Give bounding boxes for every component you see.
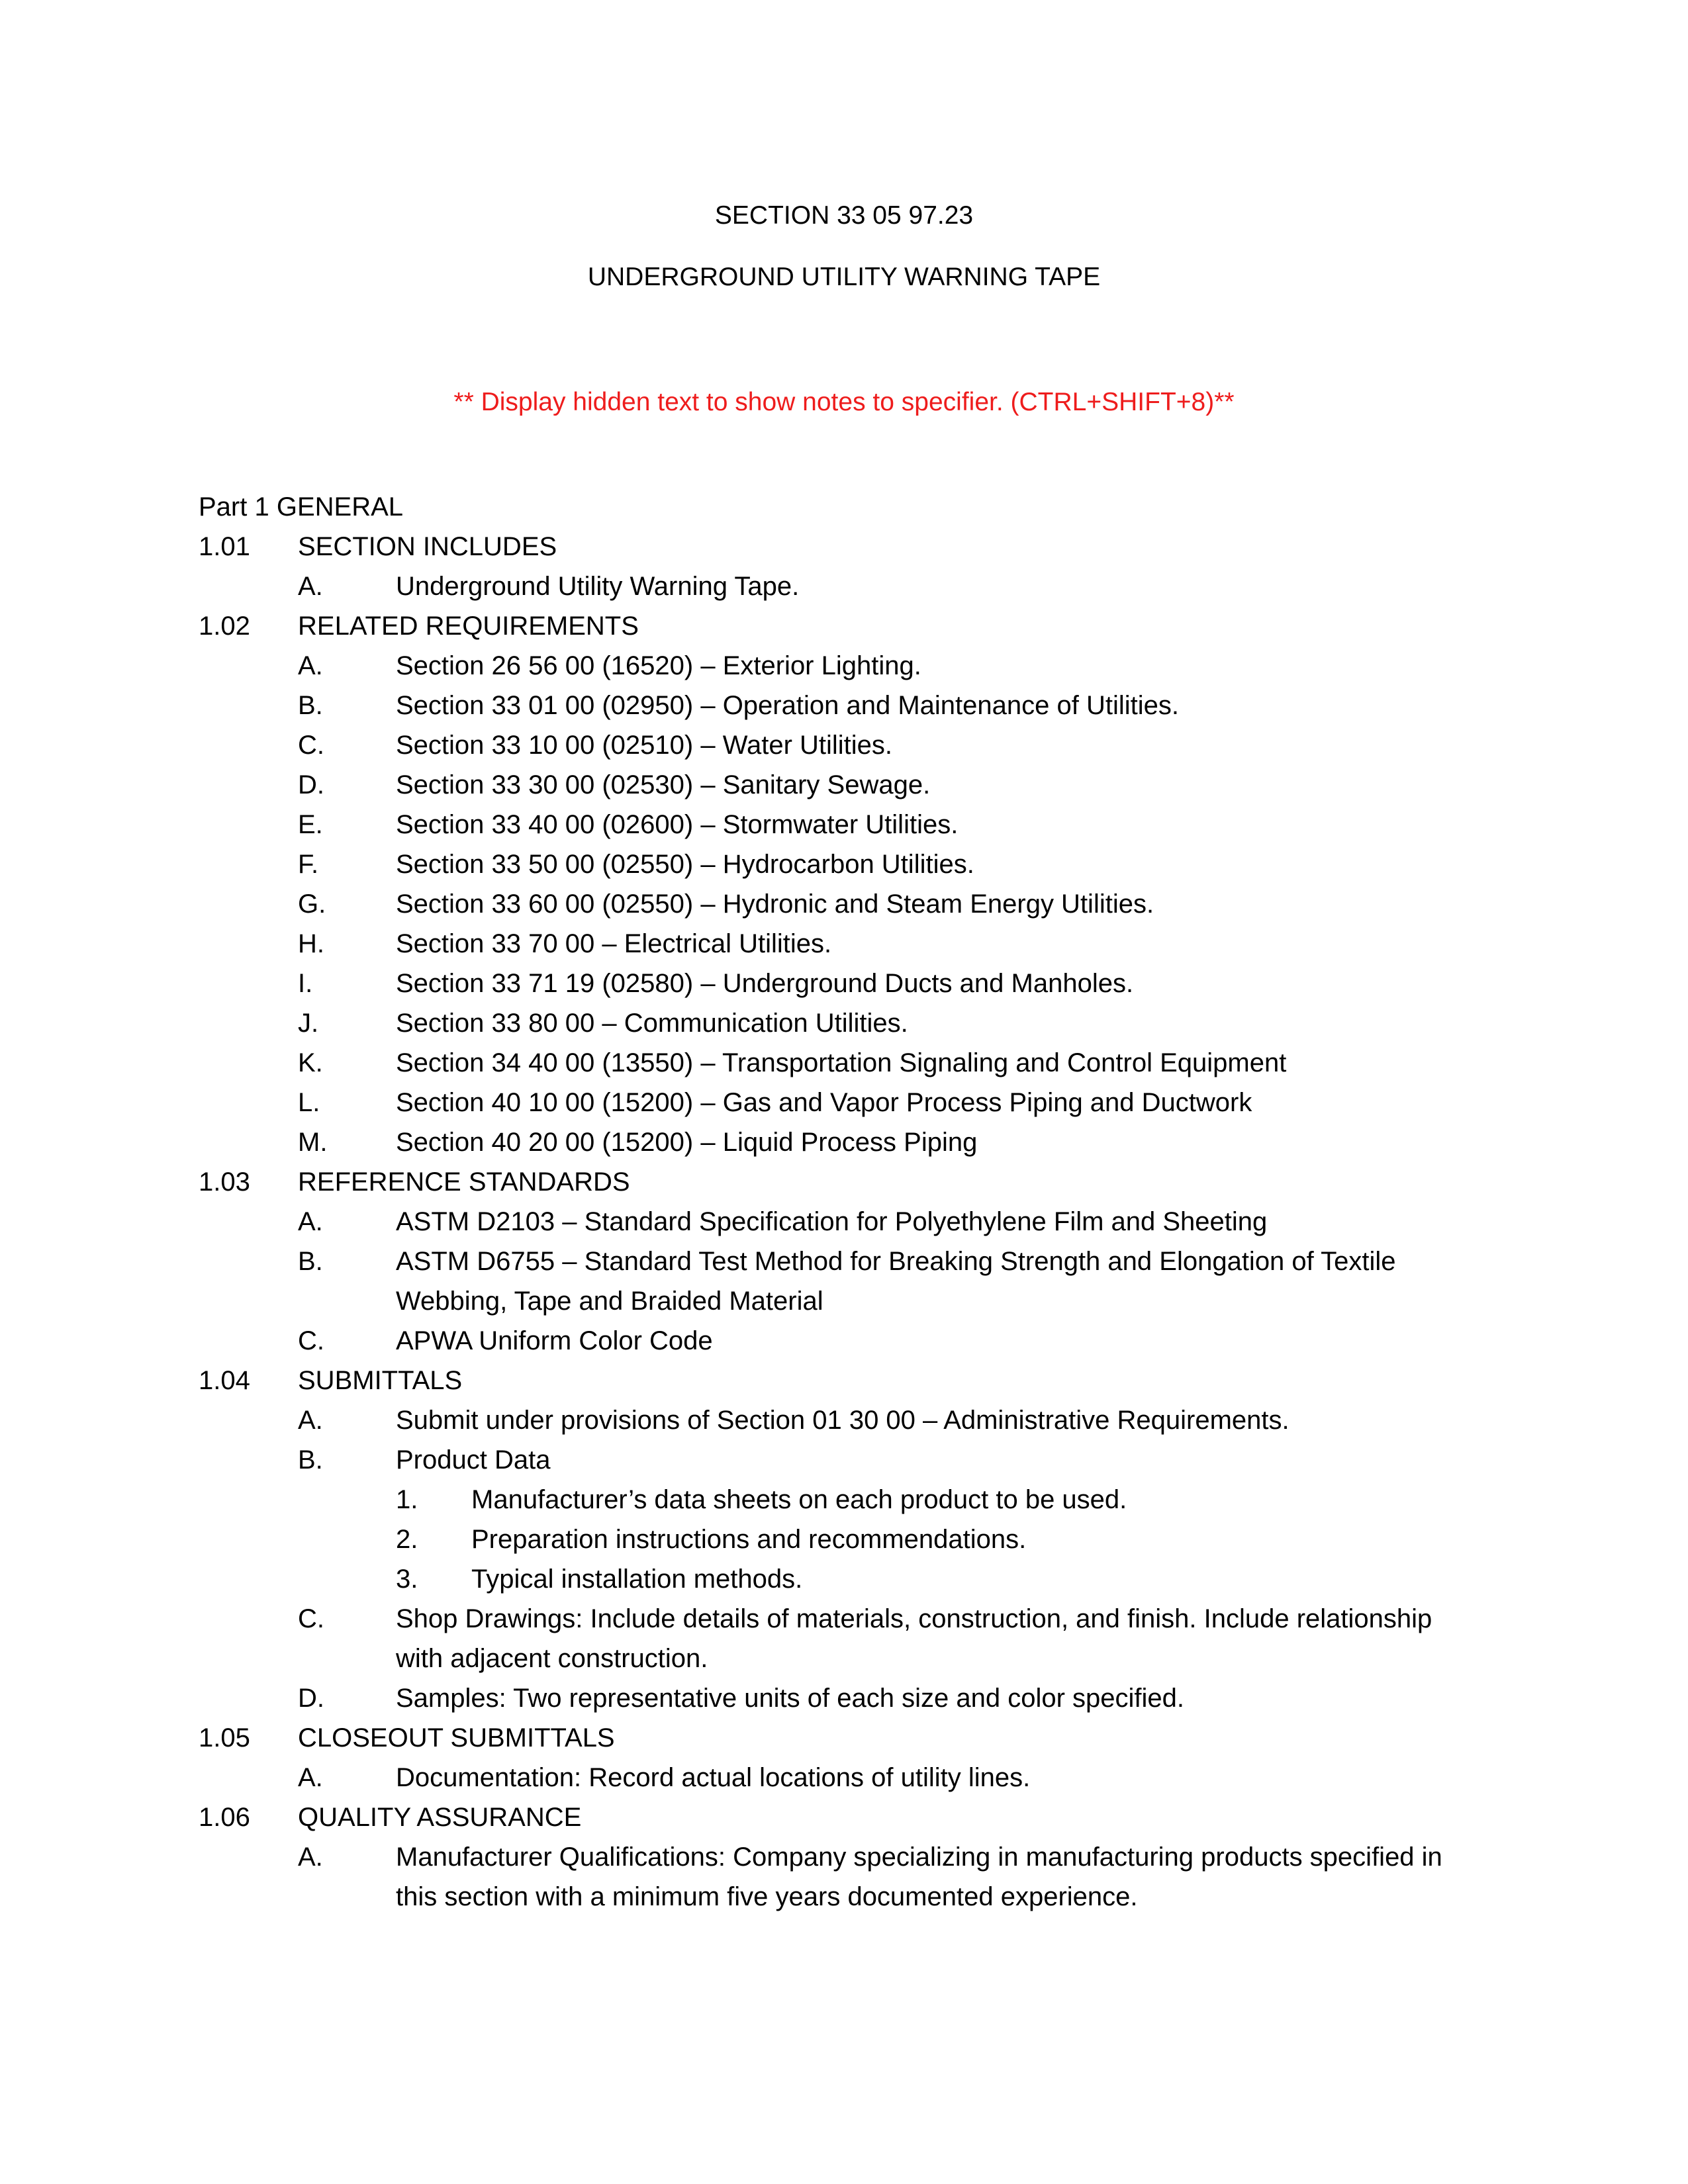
- item-letter: A.: [298, 651, 323, 680]
- list-item: [199, 964, 1523, 1003]
- list-item: [199, 1837, 1523, 1917]
- subitem-number: 2.: [396, 1525, 418, 1554]
- list-item: [199, 725, 1523, 765]
- item-letter: J.: [298, 1009, 319, 1038]
- item-letter: B.: [298, 1445, 323, 1475]
- item-letter: F.: [298, 850, 319, 879]
- item-text: Section 33 60 00 (02550) – Hydronic and Steam Energy Utilities.: [396, 889, 1154, 919]
- subitem-text: Preparation instructions and recommendations.: [471, 1525, 1027, 1554]
- item-letter: A.: [298, 1843, 323, 1872]
- article-number: 1.03: [199, 1167, 250, 1197]
- article-heading: [199, 606, 1523, 646]
- list-item: [199, 1400, 1523, 1440]
- item-text: Product Data: [396, 1445, 551, 1475]
- article-number: 1.02: [199, 612, 250, 641]
- article-heading: [199, 1718, 1523, 1758]
- item-letter: A.: [298, 572, 323, 601]
- list-item: [199, 1678, 1523, 1718]
- list-item: [199, 765, 1523, 805]
- item-text: APWA Uniform Color Code: [396, 1326, 713, 1355]
- list-item: [199, 1242, 1523, 1321]
- article-title: QUALITY ASSURANCE: [298, 1803, 582, 1832]
- list-item: [199, 844, 1523, 884]
- item-text: Underground Utility Warning Tape.: [396, 572, 800, 601]
- item-letter: G.: [298, 889, 326, 919]
- item-text: Section 33 70 00 – Electrical Utilities.: [396, 929, 832, 958]
- item-text: Section 33 71 19 (02580) – Underground Ducts and Manholes.: [396, 969, 1134, 998]
- item-text: Section 33 30 00 (02530) – Sanitary Sewage.: [396, 770, 931, 799]
- list-item: [199, 1043, 1523, 1083]
- item-text: Section 33 50 00 (02550) – Hydrocarbon Utilities.: [396, 850, 974, 879]
- article-heading: [199, 1162, 1523, 1202]
- article-number: 1.01: [199, 532, 250, 561]
- item-letter: L.: [298, 1088, 320, 1117]
- item-letter: D.: [298, 1684, 324, 1713]
- item-text: Section 34 40 00 (13550) – Transportation Signaling and Control Equipment: [396, 1048, 1287, 1077]
- article-number: 1.05: [199, 1723, 250, 1752]
- subitem-number: 1.: [396, 1485, 418, 1514]
- part-title: Part 1 GENERAL: [199, 492, 404, 522]
- item-letter: B.: [298, 691, 323, 720]
- article-heading: [199, 1797, 1523, 1837]
- sub-list-item: [199, 1559, 1523, 1599]
- item-text: Section 33 40 00 (02600) – Stormwater Utilities.: [396, 810, 959, 839]
- item-letter: K.: [298, 1048, 323, 1077]
- list-item: [199, 1202, 1523, 1242]
- subitem-text: Typical installation methods.: [471, 1565, 803, 1594]
- article-number: 1.06: [199, 1803, 250, 1832]
- item-text: Shop Drawings: Include details of materials, construction, and finish. Include relationship with adjacent construction.: [396, 1604, 1432, 1673]
- item-text: Submit under provisions of Section 01 30 00 – Administrative Requirements.: [396, 1406, 1289, 1435]
- item-text: ASTM D6755 – Standard Test Method for Breaking Strength and Elongation of Textile Webbing, Tape and Braided Material: [396, 1247, 1396, 1316]
- article-title: SECTION INCLUDES: [298, 532, 557, 561]
- item-text: Samples: Two representative units of each size and color specified.: [396, 1684, 1185, 1713]
- sub-list-item: [199, 1520, 1523, 1559]
- item-text: Section 26 56 00 (16520) – Exterior Lighting.: [396, 651, 921, 680]
- list-item: [199, 884, 1523, 924]
- section-title: UNDERGROUND UTILITY WARNING TAPE: [587, 263, 1101, 291]
- item-letter: A.: [298, 1406, 323, 1435]
- item-text: Section 40 10 00 (15200) – Gas and Vapor Process Piping and Ductwork: [396, 1088, 1252, 1117]
- subitem-number: 3.: [396, 1565, 418, 1594]
- item-text: Section 33 01 00 (02950) – Operation and Maintenance of Utilities.: [396, 691, 1179, 720]
- part-heading: [199, 487, 1523, 527]
- item-letter: H.: [298, 929, 324, 958]
- list-item: [199, 646, 1523, 686]
- article-title: RELATED REQUIREMENTS: [298, 612, 639, 641]
- item-letter: D.: [298, 770, 324, 799]
- list-item: [199, 924, 1523, 964]
- sub-list-item: [199, 1480, 1523, 1520]
- item-text: Section 33 80 00 – Communication Utilities.: [396, 1009, 908, 1038]
- item-letter: M.: [298, 1128, 328, 1157]
- spec-body: [199, 487, 1523, 1917]
- item-text: Section 33 10 00 (02510) – Water Utilities.: [396, 731, 893, 760]
- article-heading: [199, 1361, 1523, 1400]
- item-letter: B.: [298, 1247, 323, 1276]
- section-number: SECTION 33 05 97.23: [714, 201, 974, 230]
- list-item: [199, 1122, 1523, 1162]
- list-item: [199, 1321, 1523, 1361]
- item-letter: C.: [298, 1604, 324, 1633]
- list-item: [199, 1440, 1523, 1480]
- item-text: ASTM D2103 – Standard Specification for Polyethylene Film and Sheeting: [396, 1207, 1268, 1236]
- article-title: SUBMITTALS: [298, 1366, 463, 1395]
- list-item: [199, 686, 1523, 725]
- list-item: [199, 1758, 1523, 1797]
- item-letter: I.: [298, 969, 313, 998]
- item-letter: C.: [298, 731, 324, 760]
- subitem-text: Manufacturer’s data sheets on each product to be used.: [471, 1485, 1127, 1514]
- article-number: 1.04: [199, 1366, 250, 1395]
- item-letter: A.: [298, 1763, 323, 1792]
- item-letter: E.: [298, 810, 323, 839]
- list-item: [199, 1599, 1523, 1678]
- article-title: REFERENCE STANDARDS: [298, 1167, 630, 1197]
- item-text: Section 40 20 00 (15200) – Liquid Process Piping: [396, 1128, 978, 1157]
- item-letter: A.: [298, 1207, 323, 1236]
- item-text: Manufacturer Qualifications: Company specializing in manufacturing products specified in this section with a minimum five years documented experience.: [396, 1843, 1442, 1911]
- article-heading: [199, 527, 1523, 567]
- list-item: [199, 567, 1523, 606]
- item-letter: C.: [298, 1326, 324, 1355]
- item-text: Documentation: Record actual locations of utility lines.: [396, 1763, 1031, 1792]
- list-item: [199, 805, 1523, 844]
- article-title: CLOSEOUT SUBMITTALS: [298, 1723, 615, 1752]
- hidden-text-note: ** Display hidden text to show notes to specifier. (CTRL+SHIFT+8)**: [453, 388, 1235, 416]
- list-item: [199, 1003, 1523, 1043]
- list-item: [199, 1083, 1523, 1122]
